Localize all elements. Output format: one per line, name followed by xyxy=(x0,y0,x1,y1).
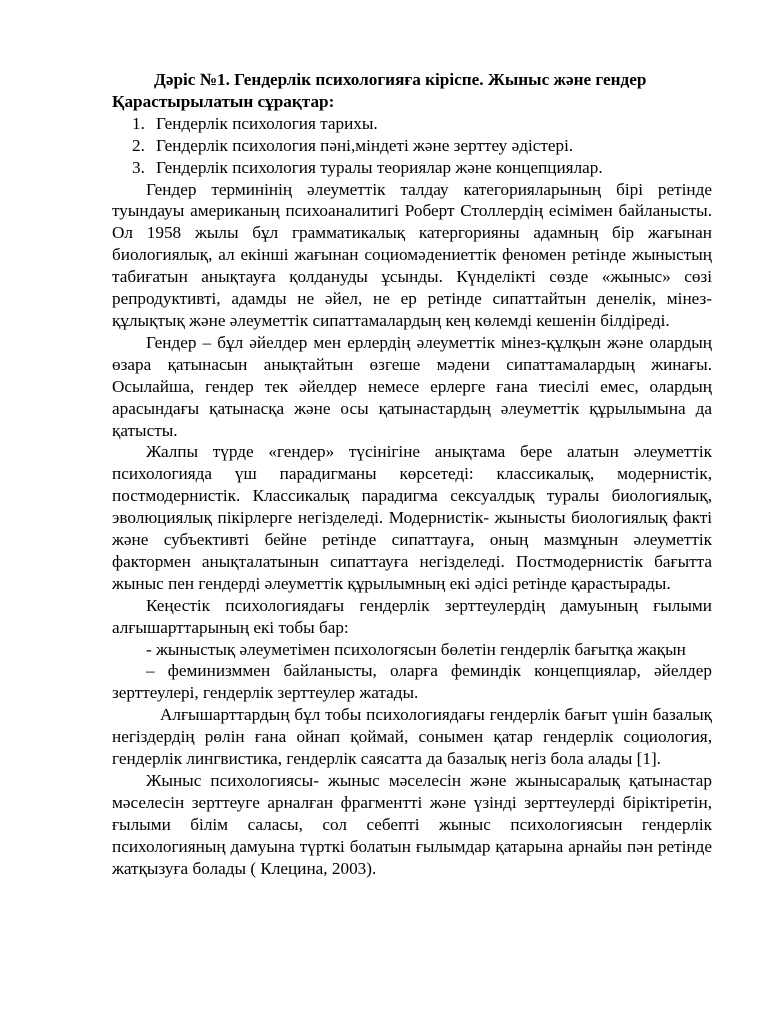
paragraph-sex-psychology: Жыныс психологиясы- жыныс мәселесін және жынысаралық қатынастар мәселесін зерттеуге арналған фрагментті және үзінді зерттеулерді біріктіретін, ғылыми білім саласы, сол себепті жыныс психологиясын гендерлік психологияның дамуына түрткі болатын ғылымдар қатарына арнайы пән ретінде жатқызуға болады ( Клецина, 2003). xyxy=(112,771,712,878)
paragraph-gender-term: Гендер терминінің әлеуметтік талдау категорияларының бірі ретінде туындауы американың психоаналитигі Роберт Столлердің есімімен байланысты. Ол 1958 жылы бұл грамматикалық катергорияны адамның бір жағынан биологиялық, ал екінші жағынан социомәдениеттік феномен ретінде жыныстың табиғатын анықтауға қолдануды ұсынды. Күнделікті сөзде «жыныс» сөзі репродуктивті, адамды не әйел, не ер ретінде сипаттайтын денелік, мінез-құлықтық және әлеуметтік сипаттамалардың кең көлемді кешенін білдіреді. xyxy=(112,179,712,330)
question-text: Гендерлік психология тарихы. xyxy=(156,113,378,133)
question-number: 3. xyxy=(132,157,145,177)
document-body xyxy=(112,69,712,880)
question-text: Гендерлік психология туралы теориялар және концепциялар. xyxy=(156,157,603,177)
question-text: Гендерлік психология пәні,міндеті және зерттеу әдістері. xyxy=(156,135,574,155)
question-item xyxy=(112,157,712,179)
paragraph-prerequisites: Кеңестік психологиядағы гендерлік зерттеулердің дамуының ғылыми алғышарттарының екі тобы бар: xyxy=(112,595,712,637)
paragraph-dash-item-1: - жыныстық әлеуметімен психологясын бөлетін гендерлік бағытқа жақын xyxy=(146,639,686,659)
paragraph-base-role: Алғышарттардың бұл тобы психологиядағы гендерлік бағыт үшін базалық негіздердің рөлін ғана ойнап қоймай, сонымен қатар гендерлік социология, гендерлік лингвистика, гендерлік саясатта да базалық негіз бола алады [1]. xyxy=(112,705,712,769)
paragraph-paradigms: Жалпы түрде «гендер» түсінігіне анықтама бере алатын әлеуметтік психологияда үш парадигманы көрсетеді: классикалық, модернистік, постмодернистік. Классикалық парадигма сексуалдық туралы биологиялық, эволюциялық пікірлерге негізделеді. Модернистік- жынысты биологиялық факті және субъективті бейне ретінде сипаттауға, оның мазмұнын әлеуметтік фактормен анықталатынын сипаттауға негізделеді. Постмодернистік бағытта жыныс пен гендерді әлеуметтік құрылымның екі әдісі ретінде қарастырады. xyxy=(112,442,712,593)
lecture-title: Дәріс №1. Гендерлік психологияға кіріспе. Жыныс және гендер xyxy=(154,70,647,89)
paragraph-gender-definition: Гендер – бұл әйелдер мен ерлердің әлеуметтік мінез-құлқын және олардың өзара қатынасын анықтайтын өзгеше мәдени сипаттамалардың жинағы. Осылайша, гендер тек әйелдер немесе ерлерге ғана тиесілі емес, олардың арасындағы қатынасқа және осы қатынастардың әлеуметтік құрылымына да қатысты. xyxy=(112,332,712,440)
question-item xyxy=(112,135,712,157)
questions-heading: Қарастырылатын сұрақтар: xyxy=(112,91,335,111)
questions-list xyxy=(112,113,712,179)
question-number: 1. xyxy=(132,113,145,133)
question-item xyxy=(112,113,712,135)
paragraph-dash-item-2: – феминизммен байланысты, оларға феминдік концепциялар, әйелдер зерттеулері, гендерлік зерттеулер жатады. xyxy=(112,661,712,703)
question-number: 2. xyxy=(132,135,145,155)
